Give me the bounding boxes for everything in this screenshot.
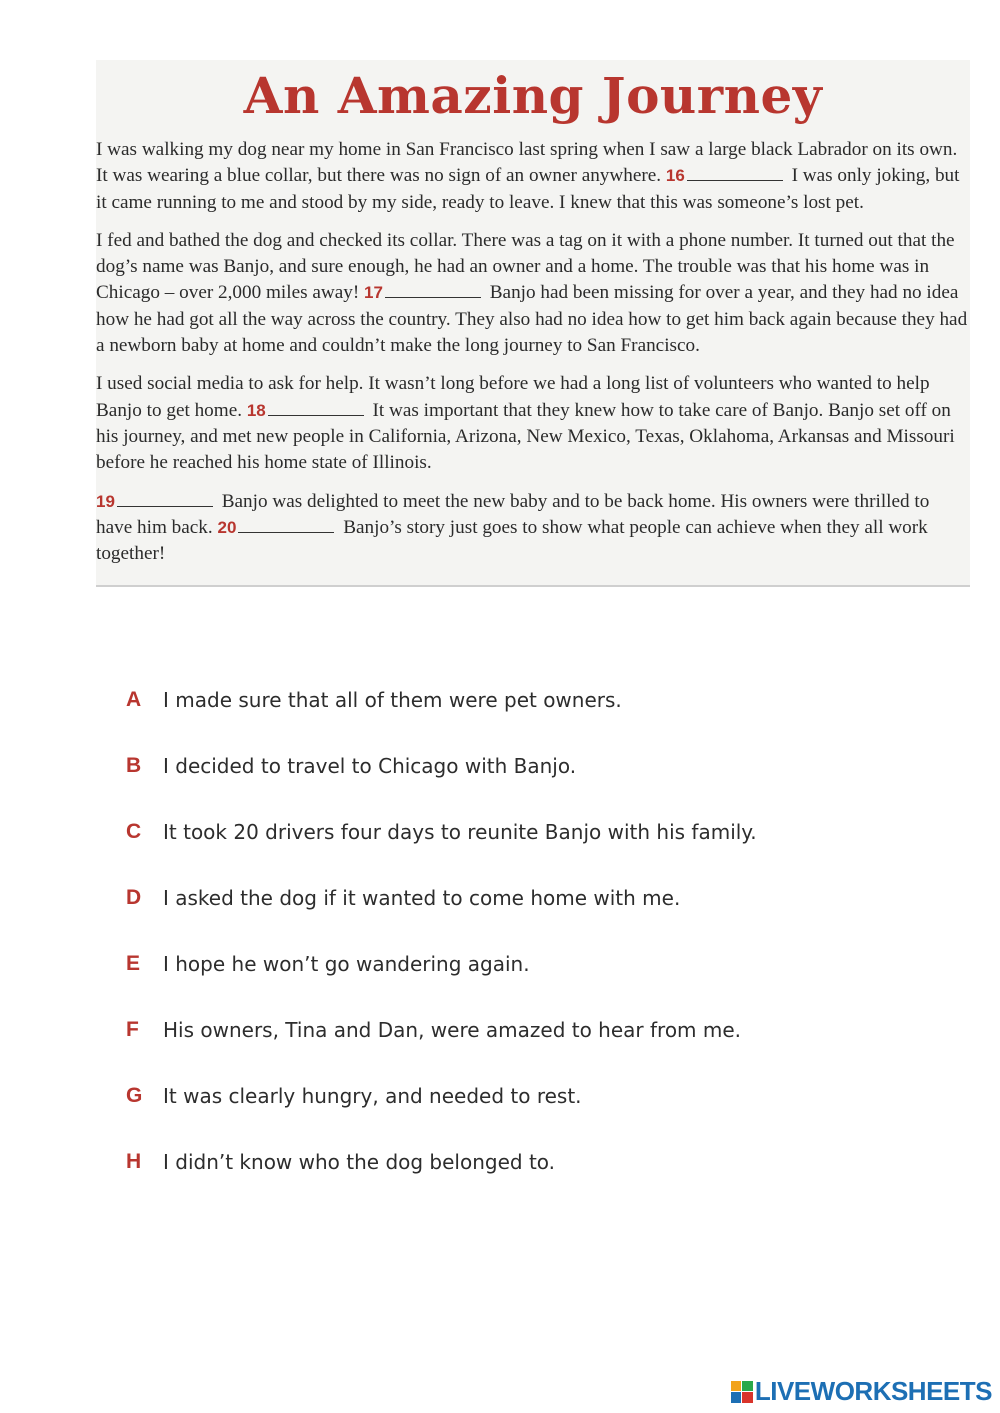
worksheet: [96, 60, 970, 587]
option-h: [126, 1150, 966, 1216]
story-box: [96, 60, 970, 587]
option-d: [126, 886, 966, 952]
option-g: [126, 1084, 966, 1150]
liveworksheets-logo-icon: [731, 1381, 753, 1403]
gap-number-18: 18: [246, 400, 266, 420]
paragraph-text: Banjo’s story just goes to show what people can achieve when they all work together!: [96, 516, 928, 565]
gap-number-20: 20: [217, 517, 237, 537]
answer-gap-20[interactable]: [238, 518, 334, 533]
paragraph-text: I used social media to ask for help. It wasn’t long before we had a long list of volunteers who wanted to help Banjo to get home.: [96, 373, 930, 421]
options-list: [126, 688, 966, 1216]
option-letter: D: [126, 886, 142, 909]
option-text: It was clearly hungry, and needed to rest.: [163, 1084, 582, 1108]
liveworksheets-logo[interactable]: [731, 1376, 992, 1407]
option-text: I hope he won’t go wandering again.: [163, 952, 530, 976]
paragraph-text: I was only joking, but it came running to me and stood by my side, ready to leave. I knew that this was someone’s lost pet.: [96, 165, 960, 213]
option-letter: H: [126, 1150, 142, 1173]
option-a: [126, 688, 966, 754]
gap-number-17: 17: [364, 283, 383, 303]
option-letter: A: [126, 688, 142, 711]
gap-number-16: 16: [665, 166, 685, 186]
gap-number-19: 19: [96, 491, 115, 511]
story-paragraph-3: [96, 371, 970, 476]
option-letter: G: [126, 1084, 143, 1107]
page-title: An Amazing Journey: [243, 66, 823, 125]
option-letter: B: [126, 754, 142, 777]
option-text: I didn’t know who the dog belonged to.: [163, 1150, 556, 1174]
paragraph-text: I fed and bathed the dog and checked its collar. There was a tag on it with a phone number. It turned out that the dog’s name was Banjo, and sure enough, he had an owner and a home. The trouble was that his home was in Chicago – over 2,000 miles away!: [96, 229, 955, 304]
option-f: [126, 1018, 966, 1084]
paragraph-text: Banjo was delighted to meet the new baby and to be back home. His owners were thrilled to have him back.: [96, 490, 930, 538]
option-letter: C: [126, 820, 142, 843]
option-e: [126, 952, 966, 1018]
logo-text: LIVEWORKSHEETS: [754, 1376, 992, 1406]
option-letter: E: [126, 952, 141, 975]
paragraph-text: It was important that they knew how to take care of Banjo. Banjo set off on his journey, and met new people in California, Arizona, New Mexico, Texas, Oklahoma, Arkansas and Missouri before he reached his home state of Illinois.: [96, 399, 955, 474]
paragraph-text: I was walking my dog near my home in San Francisco last spring when I saw a large black Labrador on its own. It was wearing a blue collar, but there was no sign of an owner anywhere.: [96, 139, 958, 187]
story-paragraph-4: [96, 489, 970, 568]
option-c: [126, 820, 966, 886]
option-text: His owners, Tina and Dan, were amazed to hear from me.: [163, 1018, 742, 1042]
option-b: [126, 754, 966, 820]
answer-gap-17[interactable]: [385, 283, 481, 298]
option-letter: F: [126, 1018, 139, 1041]
paragraph-text: Banjo had been missing for over a year, and they had no idea how he had got all the way across the country. They also had no idea how to get him back again because they had a newborn baby at home and couldn’t make the long journey to San Francisco.: [96, 282, 968, 357]
option-text: I made sure that all of them were pet owners.: [163, 688, 622, 712]
answer-gap-18[interactable]: [268, 401, 364, 416]
option-text: I decided to travel to Chicago with Banjo.: [163, 754, 577, 778]
answer-gap-16[interactable]: [687, 166, 783, 181]
answer-gap-19[interactable]: [117, 492, 213, 507]
option-text: I asked the dog if it wanted to come home with me.: [163, 886, 681, 910]
story-paragraph-2: [96, 228, 970, 359]
story-paragraph-1: [96, 137, 970, 216]
option-text: It took 20 drivers four days to reunite Banjo with his family.: [163, 820, 757, 844]
